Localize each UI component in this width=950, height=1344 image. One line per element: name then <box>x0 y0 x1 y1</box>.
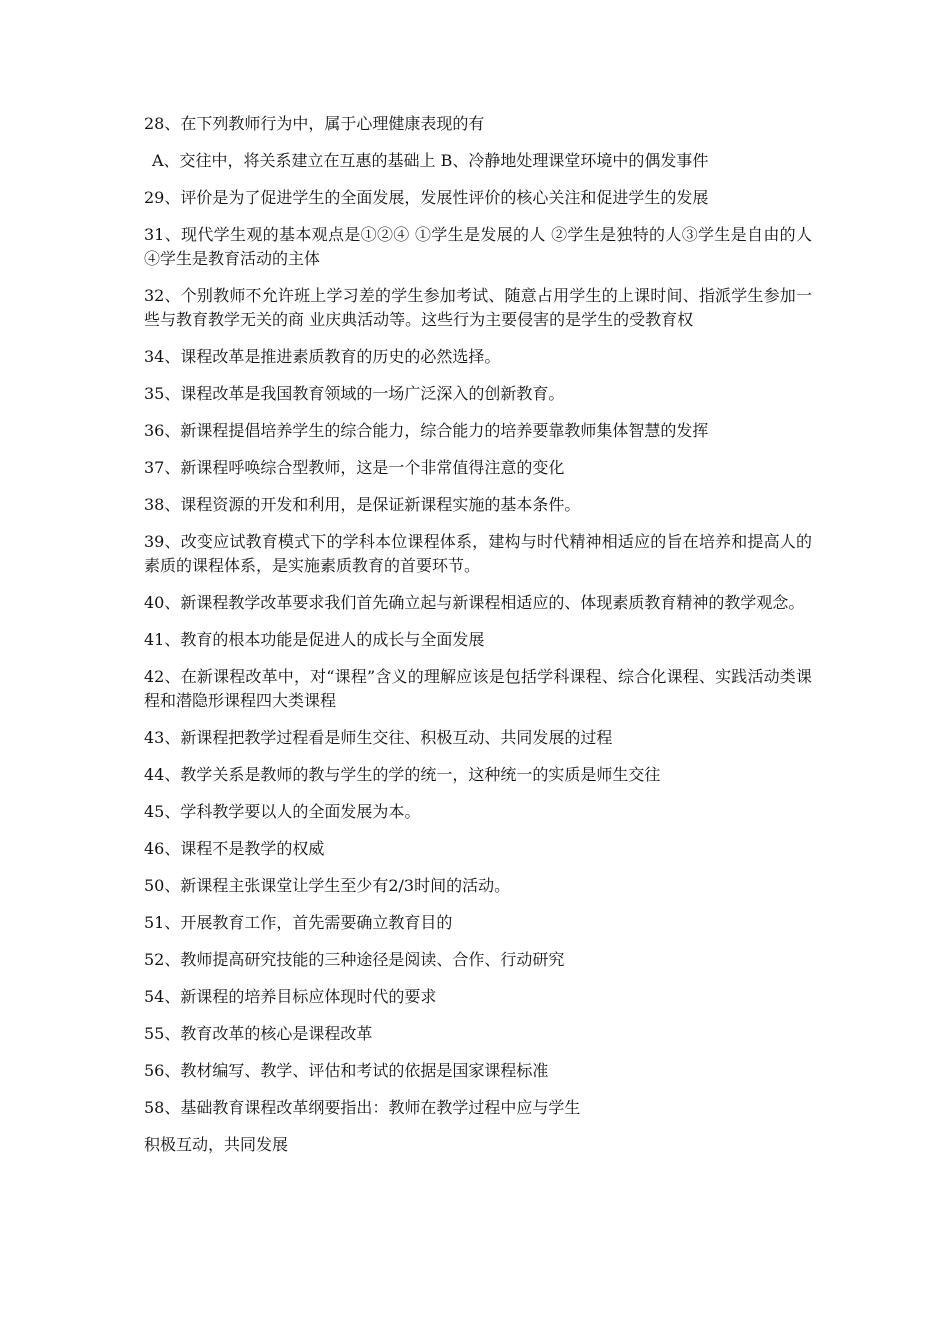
paragraph-item-38: 38、课程资源的开发和利用，是保证新课程实施的基本条件。 <box>144 495 581 514</box>
paragraph-item-36: 36、新课程提倡培养学生的综合能力，综合能力的培养要靠教师集体智慧的发挥 <box>144 421 709 440</box>
paragraph-item-58-answer: 积极互动，共同发展 <box>144 1135 289 1154</box>
paragraph-item-28: 28、在下列教师行为中，属于心理健康表现的有 <box>144 114 485 133</box>
paragraph-item-50: 50、新课程主张课堂让学生至少有2/3时间的活动。 <box>144 876 511 895</box>
paragraph-item-41: 41、教育的根本功能是促进人的成长与全面发展 <box>144 630 485 649</box>
paragraph-item-46: 46、课程不是教学的权威 <box>144 839 325 858</box>
paragraph-item-52: 52、教师提高研究技能的三种途径是阅读、合作、行动研究 <box>144 950 565 969</box>
paragraph-item-58: 58、基础教育课程改革纲要指出：教师在教学过程中应与学生 <box>144 1098 581 1117</box>
paragraph-item-29: 29、评价是为了促进学生的全面发展，发展性评价的核心关注和促进学生的发展 <box>144 188 709 207</box>
paragraph-item-54: 54、新课程的培养目标应体现时代的要求 <box>144 987 437 1006</box>
paragraph-options-28: A、交往中，将关系建立在互惠的基础上 B、冷静地处理课堂环境中的偶发事件 <box>152 151 709 170</box>
paragraph-item-37: 37、新课程呼唤综合型教师，这是一个非常值得注意的变化 <box>144 458 565 477</box>
paragraph-item-43: 43、新课程把教学过程看是师生交往、积极互动、共同发展的过程 <box>144 728 613 747</box>
document-page <box>144 112 812 1157</box>
paragraph-item-45: 45、学科教学要以人的全面发展为本。 <box>144 802 421 821</box>
paragraph-item-55: 55、教育改革的核心是课程改革 <box>144 1024 373 1043</box>
paragraph-item-56: 56、教材编写、教学、评估和考试的依据是国家课程标准 <box>144 1061 549 1080</box>
paragraph-item-39: 39、改变应试教育模式下的学科本位课程体系，建构与时代精神相适应的旨在培养和提高人的素质的课程体系，是实施素质教育的首要环节。 <box>144 532 812 575</box>
paragraph-item-42: 42、在新课程改革中，对“课程”含义的理解应该是包括学科课程、综合化课程、实践活动类课程和潜隐形课程四大类课程 <box>144 667 812 710</box>
paragraph-item-40: 40、新课程教学改革要求我们首先确立起与新课程相适应的、体现素质教育精神的教学观念。 <box>144 593 805 612</box>
paragraph-item-35: 35、课程改革是我国教育领域的一场广泛深入的创新教育。 <box>144 384 565 403</box>
paragraph-item-32: 32、个别教师不允许班上学习差的学生参加考试、随意占用学生的上课时间、指派学生参加一些与教育教学无关的商 业庆典活动等。这些行为主要侵害的是学生的受教育权 <box>144 286 812 329</box>
paragraph-item-51: 51、开展教育工作，首先需要确立教育目的 <box>144 913 453 932</box>
paragraph-item-31: 31、现代学生观的基本观点是①②④ ①学生是发展的人 ②学生是独特的人③学生是自由的人 ④学生是教育活动的主体 <box>144 225 812 268</box>
paragraph-item-44: 44、教学关系是教师的教与学生的学的统一，这种统一的实质是师生交往 <box>144 765 661 784</box>
paragraph-item-34: 34、课程改革是推进素质教育的历史的必然选择。 <box>144 347 501 366</box>
